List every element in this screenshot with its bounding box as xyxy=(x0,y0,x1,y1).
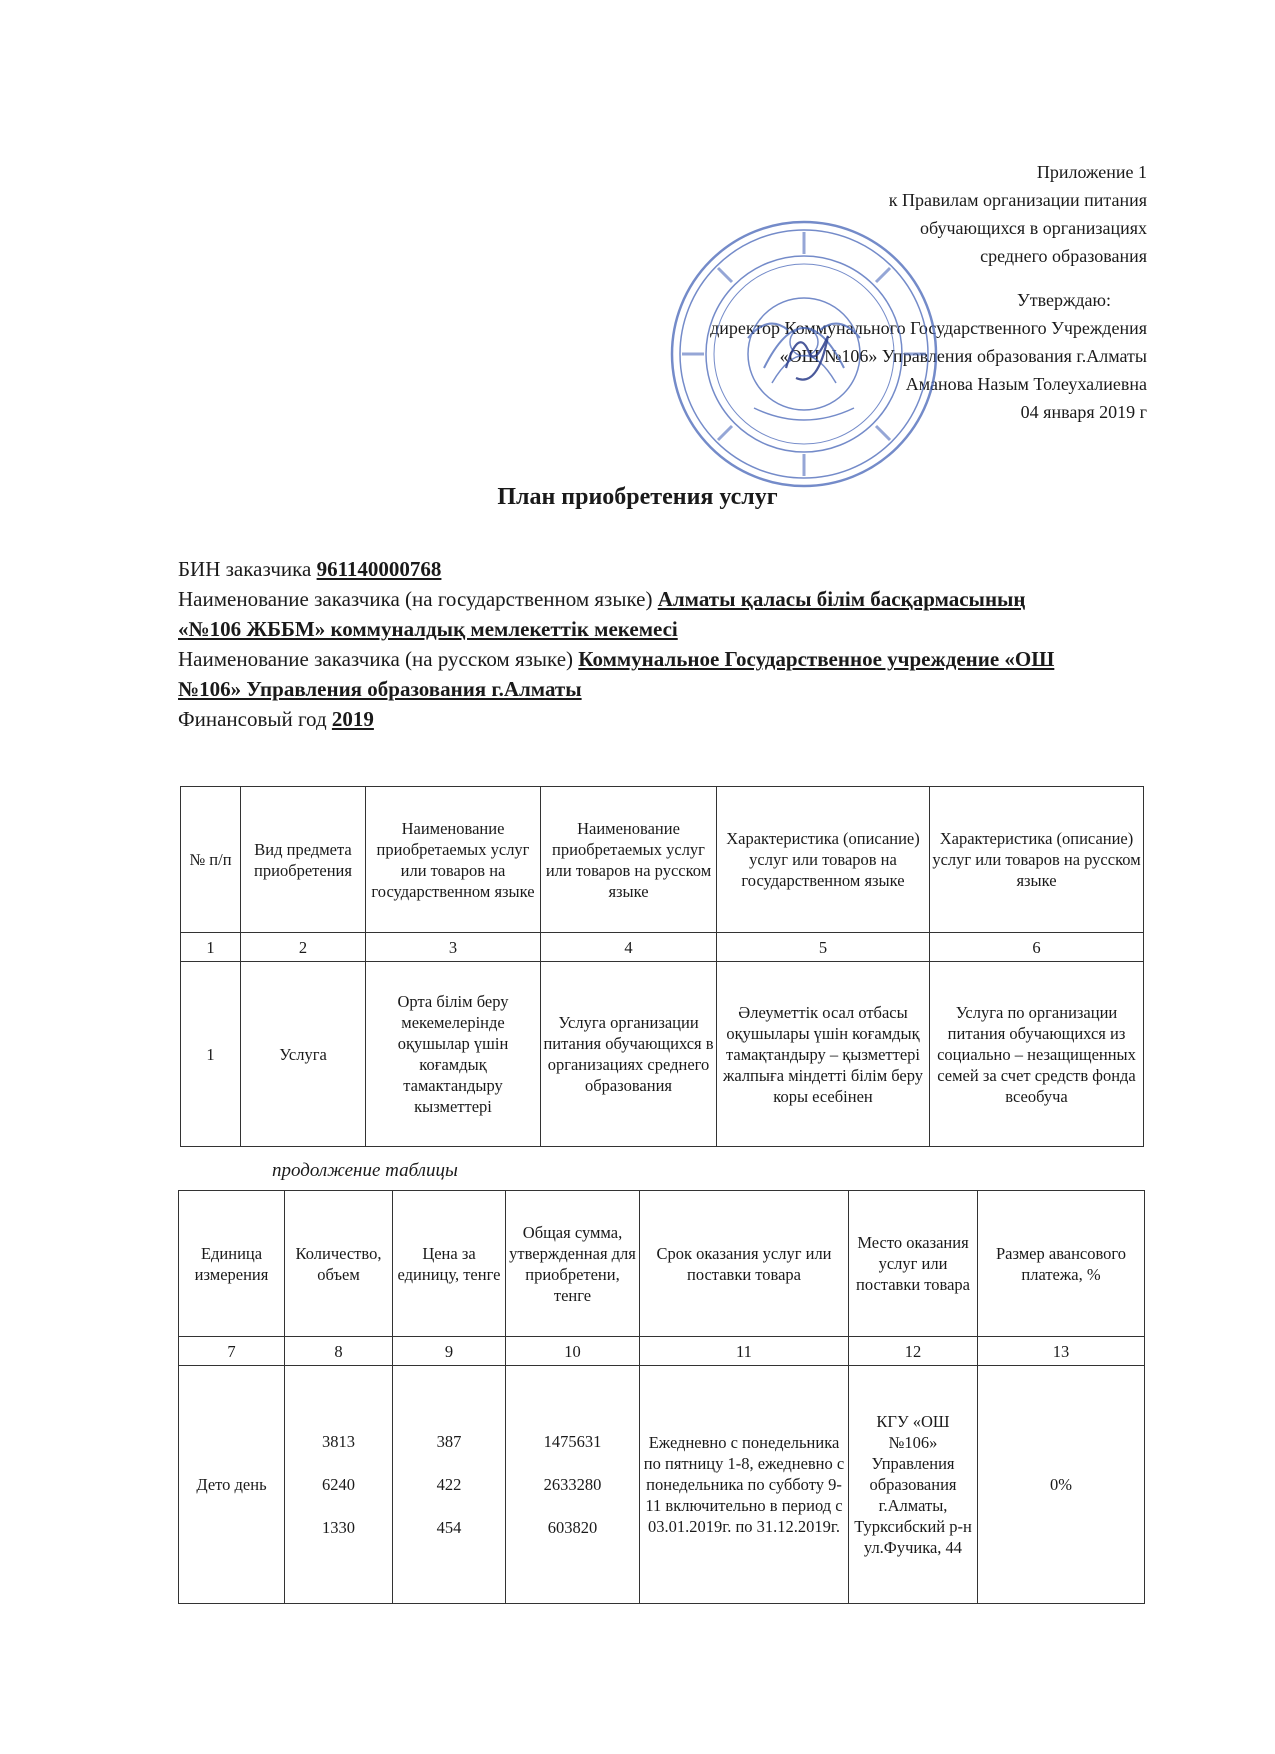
name-kz-line: Наименование заказчика (на государственном языке) Алматы қаласы білім басқармасының «№106 ЖББМ» коммуналдық мемлекеттік мекемесі xyxy=(178,587,1026,641)
header-cell: Срок оказания услуг или поставки товара xyxy=(640,1191,849,1337)
approve-line: Аманова Назым Толеухалиевна xyxy=(905,374,1147,394)
column-number-row: 1 2 3 4 5 6 xyxy=(181,933,1144,962)
services-table xyxy=(180,786,1144,1147)
header-cell: Количество, объем xyxy=(285,1191,393,1337)
advance-cell: 0% xyxy=(978,1366,1145,1604)
header-cell: Наименование приобретаемых услуг или товаров на русском языке xyxy=(541,787,717,933)
header-cell: Вид предмета приобретения xyxy=(241,787,366,933)
place-cell: КГУ «ОШ №106» Управления образования г.Алматы, Турксибский р-н ул.Фучика, 44 xyxy=(849,1366,978,1604)
approve-line: директор Коммунального Государственного Учреждения xyxy=(710,318,1147,338)
appendix-line: обучающихся в организациях xyxy=(920,218,1147,238)
table-header-row xyxy=(179,1191,1145,1337)
name-kz-value: Алматы қаласы білім басқармасының «№106 ЖББМ» коммуналдық мемлекеттік мекемесі xyxy=(178,587,1026,641)
document-title: План приобретения услуг xyxy=(497,484,778,510)
appendix-line: среднего образования xyxy=(980,246,1147,266)
quantity-cell: 3813 6240 1330 xyxy=(285,1366,393,1604)
approve-line: «ОШ №106» Управления образования г.Алматы xyxy=(779,346,1147,366)
appendix-line: Приложение 1 xyxy=(1036,162,1147,182)
customer-info xyxy=(178,554,1058,734)
price-cell: 387 422 454 xyxy=(393,1366,506,1604)
bin-line: БИН заказчика 961140000768 xyxy=(178,557,442,581)
term-cell: Ежедневно с понедельника по пятницу 1-8, ежедневно с понедельника по субботу 9-11 включительно в период с 03.01.2019г. по 31.12.2019г. xyxy=(640,1366,849,1604)
header-cell: Цена за единицу, тенге xyxy=(393,1191,506,1337)
table-row xyxy=(179,1366,1145,1604)
header-cell: Общая сумма, утвержденная для приобретени, тенге xyxy=(506,1191,640,1337)
header-cell: Единица измерения xyxy=(179,1191,285,1337)
column-number-row: 7 8 9 10 11 12 13 xyxy=(179,1337,1145,1366)
continuation-label: продолжение таблицы xyxy=(272,1160,458,1181)
table-header-row xyxy=(181,787,1144,933)
bin-value: 961140000768 xyxy=(316,557,442,581)
services-table-continued xyxy=(178,1190,1145,1604)
name-ru-value: Коммунальное Государственное учреждение «ОШ №106» Управления образования г.Алматы xyxy=(178,647,1055,701)
approve-line: Утверждаю: xyxy=(1016,290,1111,310)
official-seal-icon xyxy=(668,218,940,490)
name-ru-line: Наименование заказчика (на русском языке) Коммунальное Государственное учреждение «ОШ №106» Управления образования г.Алматы xyxy=(178,647,1055,701)
header-cell: Характеристика (описание) услуг или товаров на русском языке xyxy=(930,787,1144,933)
header-cell: № п/п xyxy=(181,787,241,933)
total-cell: 1475631 2633280 603820 xyxy=(506,1366,640,1604)
approve-date: 04 января 2019 г xyxy=(1020,402,1147,422)
header-cell: Размер авансового платежа, % xyxy=(978,1191,1145,1337)
appendix-line: к Правилам организации питания xyxy=(888,190,1147,210)
header-cell: Наименование приобретаемых услуг или товаров на государственном языке xyxy=(366,787,541,933)
header-cell: Место оказания услуг или поставки товара xyxy=(849,1191,978,1337)
year-line: Финансовый год 2019 xyxy=(178,707,374,731)
year-value: 2019 xyxy=(331,707,374,731)
unit-cell: Дето день xyxy=(179,1366,285,1604)
table-row: 1 Услуга Орта білім беру мекемелерінде оқушылар үшін коғамдық тамактандыру кызметтері Услуга организации питания обучающихся в организациях среднего образования Әлеуметтік осал отбасы оқушылары үшін коғамдық тамақтандыру – қызметтері жалпыға міндетті білім беру коры есебінен Услуга по организации питания обучающихся из социально – незащищенных семей за счет средств фонда всеобуча xyxy=(181,962,1144,1147)
header-cell: Характеристика (описание) услуг или товаров на государственном языке xyxy=(717,787,930,933)
